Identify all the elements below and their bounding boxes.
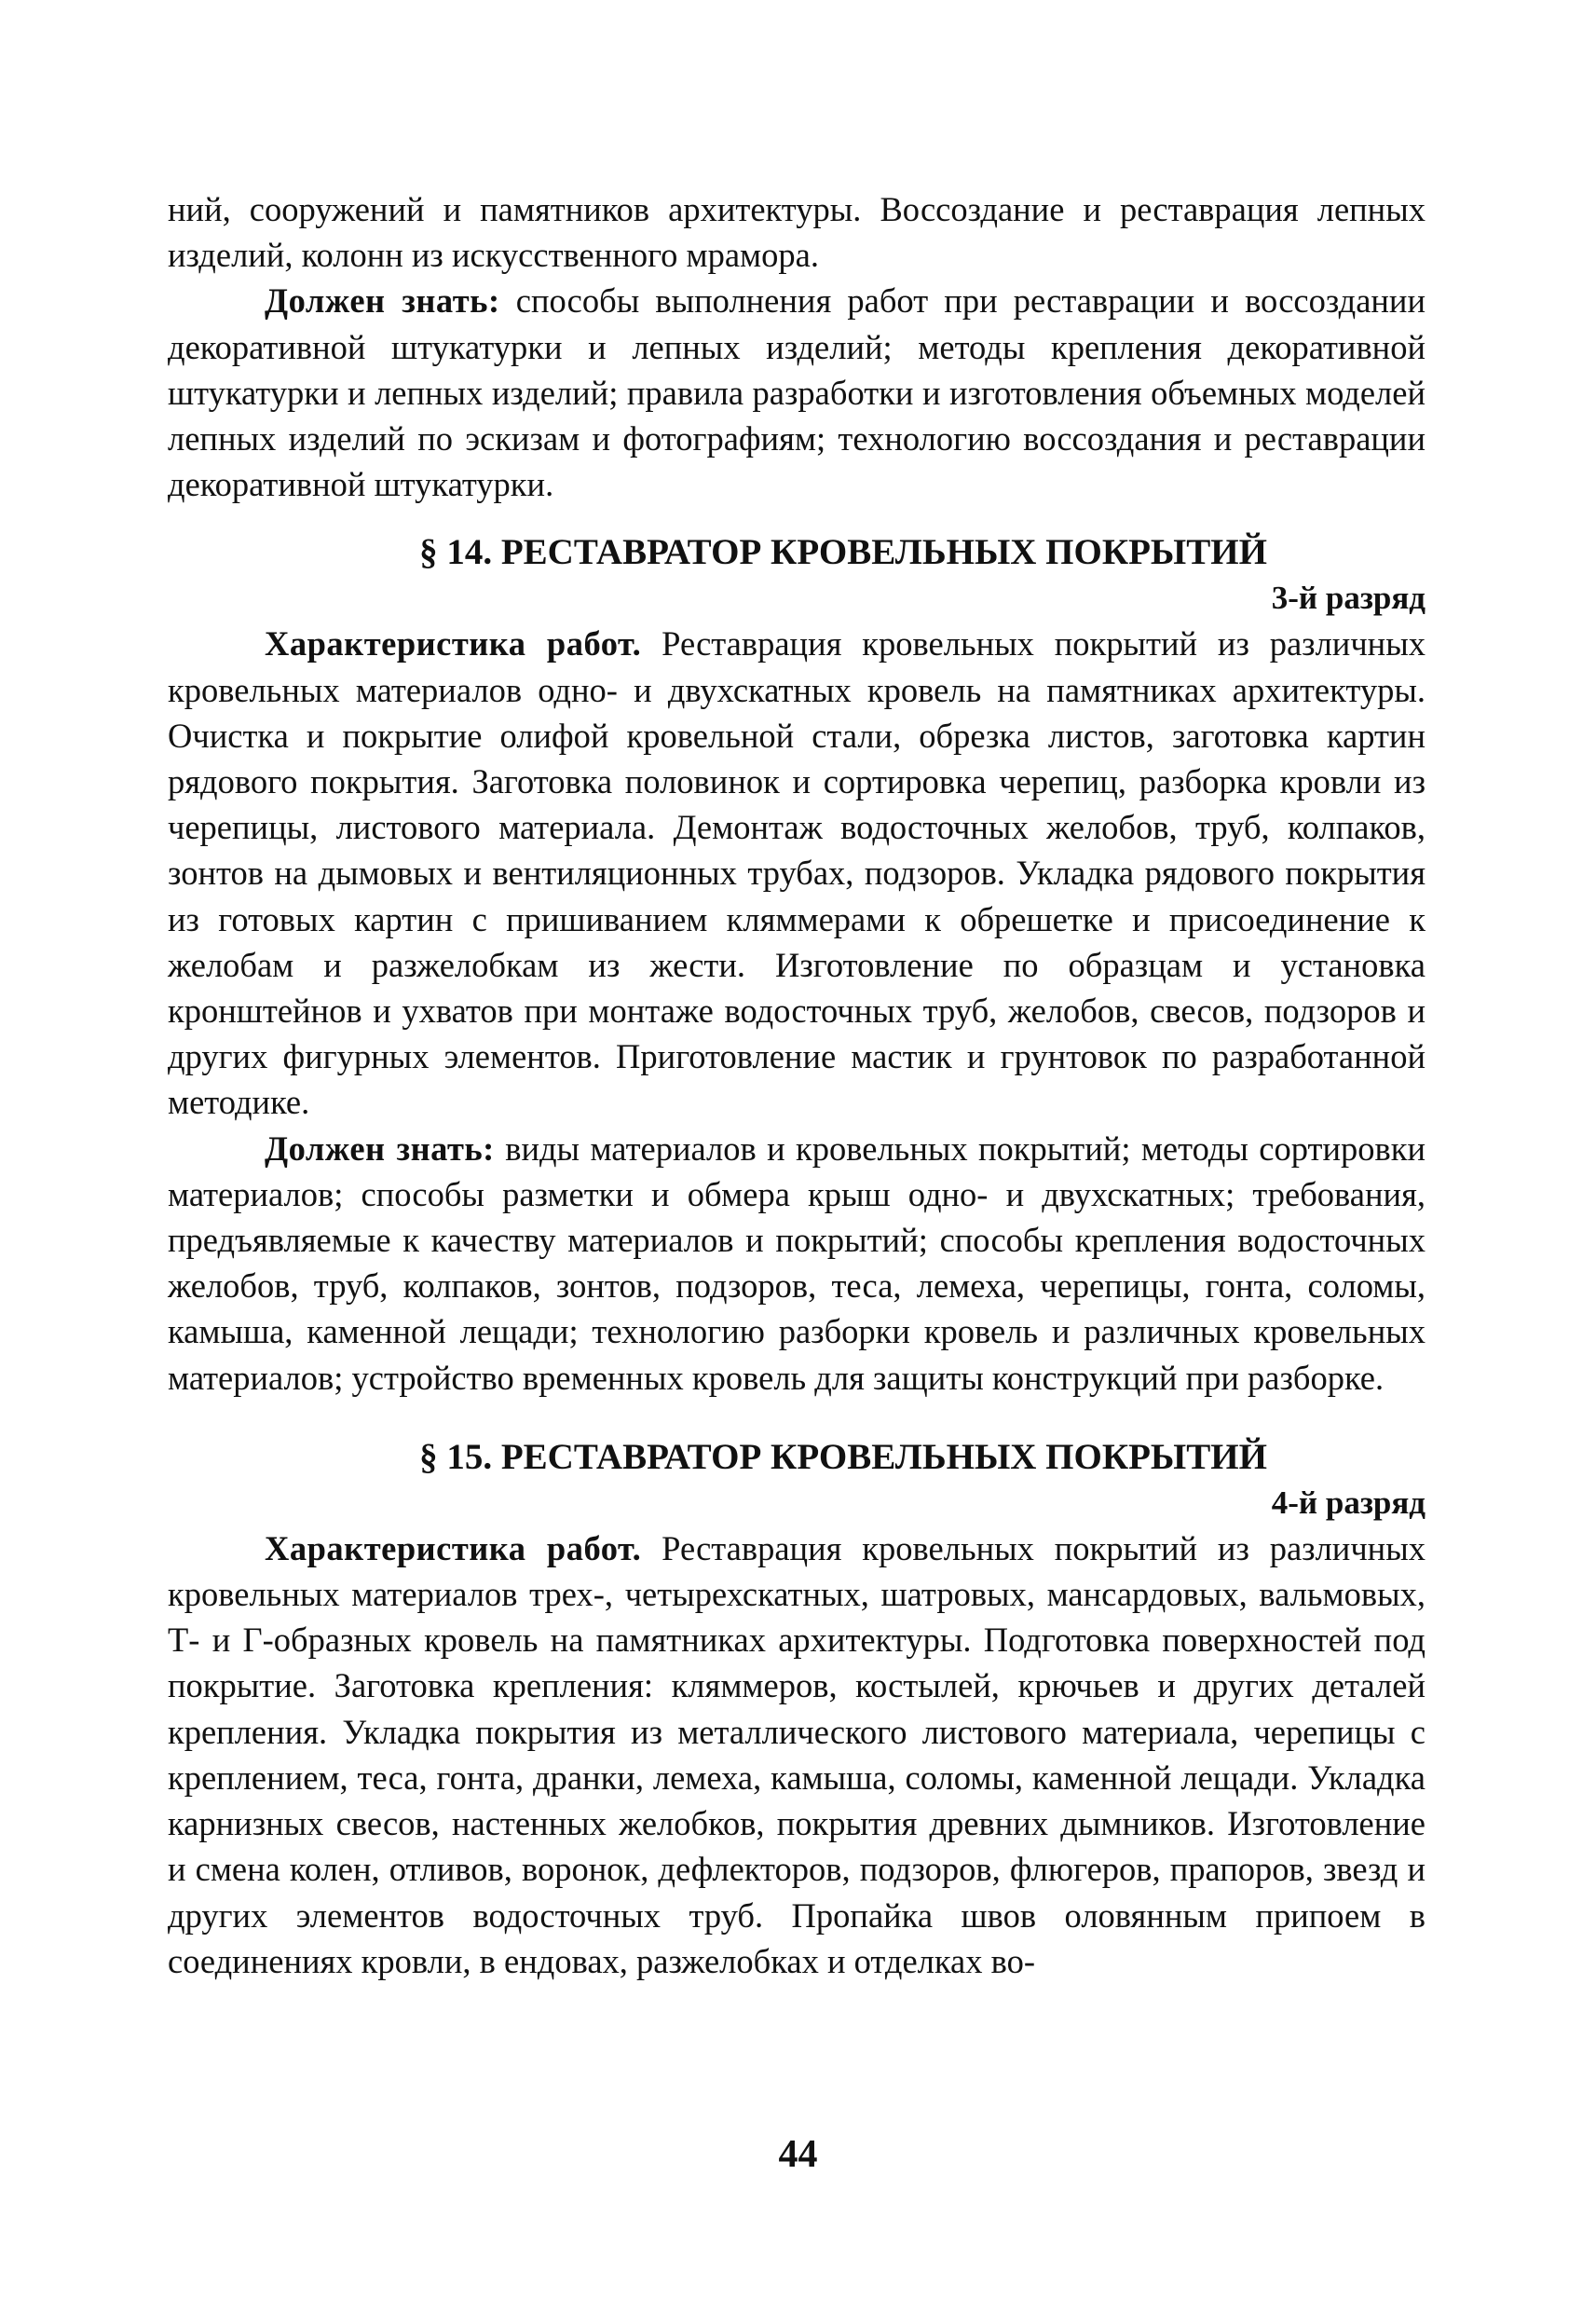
section-14-grade: 3-й разряд (1271, 580, 1425, 617)
work-label: Характеристика работ. (265, 1528, 642, 1567)
section-15 (168, 1434, 1425, 1984)
must-know-text: способы выполнения работ при реставрации и воссоздании декоративной штукатурки и лепных изделий; методы крепления декоративной штукатурки и лепных изделий; правила разработки и изготовления объемных моделей лепных изделий по эскизам и фотографиям; технологию воссоздания и реставрации декоративной штукатурки. (168, 281, 1425, 504)
must-know-label: Должен знать: (265, 281, 500, 321)
page-number: 44 (778, 2133, 818, 2176)
section-14-work-paragraph (168, 621, 1425, 1125)
section-14-heading: § 14. РЕСТАВРАТОР КРОВЕЛЬНЫХ ПОКРЫТИЙ (419, 532, 1267, 573)
know-text: виды материалов и кровельных покрытий; методы сортировки материалов; способы разметки и обмера крыш одно- и двухскатных; требования, предъявляемые к качеству материалов и покрытий; способы крепления водосточных желобов, труб, колпаков, зонтов, подзоров, теса, лемеха, черепицы, гонта, соломы, камыша, каменной лещади; технологию разборки кровель и различных кровельных материалов; устройство временных кровель для защиты конструкций при разборке. (168, 1129, 1425, 1397)
section-15-grade: 4-й разряд (1271, 1484, 1425, 1521)
intro-continuation: ний, сооружений и памятников архитектуры. Воссоздание и реставрация лепных изделий, колонн из искусственного мрамора. (168, 190, 1425, 275)
work-text: Реставрация кровельных покрытий из различных кровельных материалов одно- и двухскатных кровель на памятниках архитектуры. Очистка и покрытие олифой кровельной стали, обрезка листов, заготовка картин рядового покрытия. Заготовка половинок и сортировка черепиц, разборка кровли из черепицы, листового материала. Демонтаж водосточных желобов, труб, колпаков, зонтов на дымовых и вентиляционных трубах, подзоров. Укладка рядового покрытия из готовых картин с пришиванием кляммерами к обрешетке и присоединение к желобам и разжелобкам из жести. Изготовление по образцам и установка кронштейнов и ухватов при монтаже водосточных труб, желобов, свесов, подзоров и других фигурных элементов. Приготовление мастик и грунтовок по разработанной методике. (168, 624, 1425, 1122)
section-15-heading: § 15. РЕСТАВРАТОР КРОВЕЛЬНЫХ ПОКРЫТИЙ (419, 1436, 1267, 1477)
work-text: Реставрация кровельных покрытий из различных кровельных материалов трех-, четырехскатных, шатровых, мансардовых, вальмовых, Т- и Г-образных кровель на памятниках архитектуры. Подготовка поверхностей под покрытие. Заготовка крепления: кляммеров, костылей, крючьев и других деталей крепления. Укладка покрытия из металлического листового материала, черепицы с креплением, теса, гонта, дранки, лемеха, камыша, соломы, каменной лещади. Укладка карнизных свесов, настенных желобков, покрытия древних дымников. Изготовление и смена колен, отливов, воронок, дефлекторов, подзоров, флюгеров, прапоров, звезд и других элементов водосточных труб. Пропайка швов оловянным припоем в соединениях кровли, в ендовах, разжелобках и отделках во- (168, 1528, 1425, 1980)
know-label: Должен знать: (265, 1129, 495, 1168)
section-15-work-paragraph (168, 1525, 1425, 1984)
section-14-know-paragraph (168, 1126, 1425, 1401)
work-label: Характеристика работ. (265, 624, 642, 664)
intro-must-know-paragraph (168, 278, 1425, 507)
document-page (168, 186, 1425, 1984)
